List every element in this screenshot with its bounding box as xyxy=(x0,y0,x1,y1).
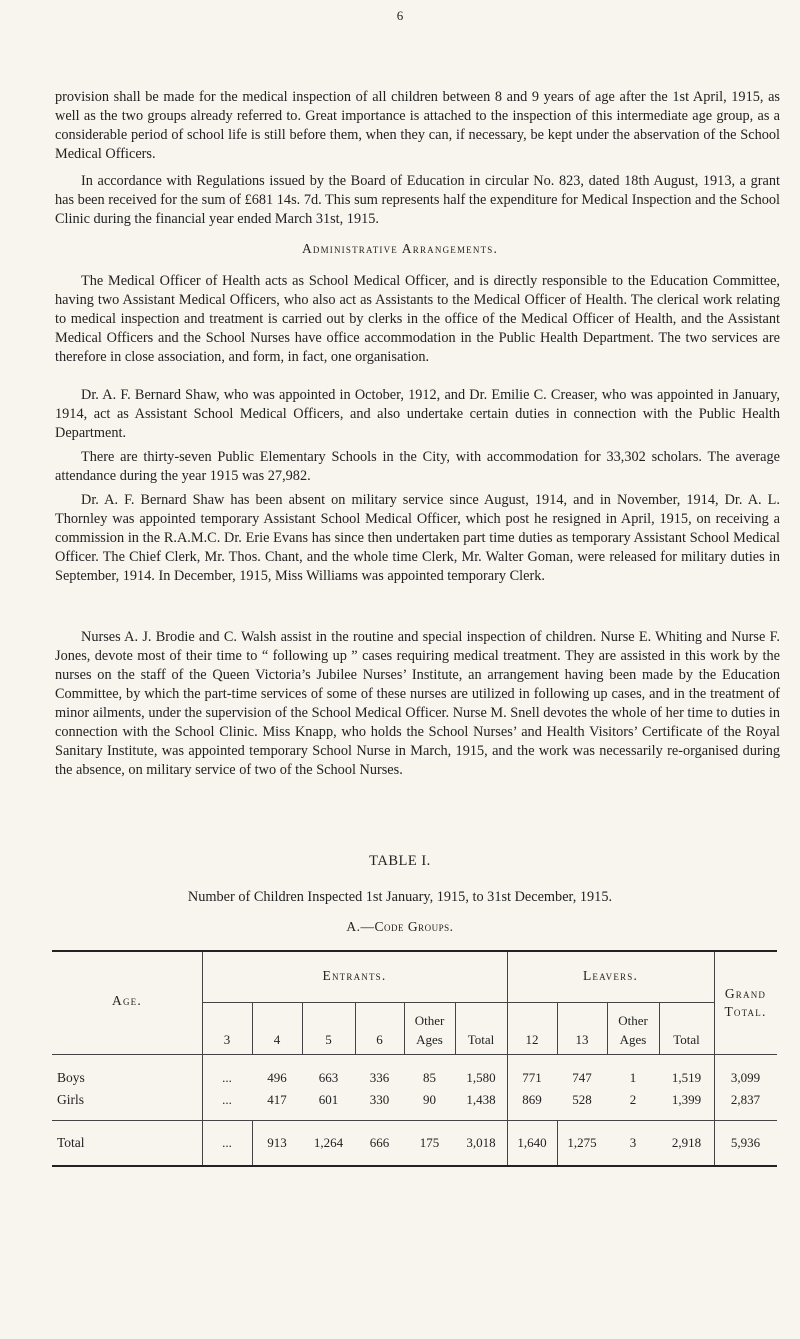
cell-leavers-12: 869 xyxy=(522,1092,542,1107)
col-header-other: Other xyxy=(414,1013,445,1028)
cell-age-3: ... xyxy=(222,1070,232,1085)
col-header-6: 6 xyxy=(376,1032,383,1047)
paragraph-military-service: Dr. A. F. Bernard Shaw has been absent on military service since August, 1914, and in November, 1914, Dr. A. L. Thornley was appointed temporary Assistant School Medical Officer, which post he resigned in April, 1915, on receiving a commission in the R.A.M.C. Dr. Erie Evans has since then undertaken part time duties as temporary Assistant School Medical Officer. The Chief Clerk, Mr. Thos. Chant, and the whole time Clerk, Mr. Walter Goman, were released for military duties in September, 1914. In December, 1915, Miss Williams was appointed temporary Clerk. xyxy=(55,492,780,584)
cell-age-6: 336 xyxy=(369,1070,390,1085)
cell-age-6: 330 xyxy=(369,1092,390,1107)
cell-age-5: 601 xyxy=(318,1092,339,1107)
grand-total-header-line2: Total. xyxy=(724,1004,767,1019)
col-header-3: 3 xyxy=(223,1032,231,1047)
cell-age-3: ... xyxy=(222,1135,232,1150)
col-header-12: 12 xyxy=(525,1032,539,1047)
cell-grand-total: 3,099 xyxy=(730,1070,761,1085)
col-header-13: 13 xyxy=(575,1032,589,1047)
cell-leavers-13: 528 xyxy=(572,1092,592,1107)
entrants-header: Entrants. xyxy=(322,968,387,983)
col-header-leavers-other: Other xyxy=(618,1013,648,1028)
cell-entrants-total: 1,438 xyxy=(466,1092,496,1107)
cell-leavers-13: 747 xyxy=(572,1070,592,1085)
cell-other-ages: 90 xyxy=(423,1092,436,1107)
cell-leavers-other: 3 xyxy=(629,1135,637,1150)
paragraph-nurses: Nurses A. J. Brodie and C. Walsh assist in the routine and special inspection of children. Nurse E. Whiting and Nurse F. Jones, devote most of their time to “ following up ” cases requiring medical treatment. They are assisted in this work by the nurses on the staff of the Queen Victoria’s Jubilee Nurses’ Institute, an arrangement having been made by the Education Committee, by which the part-time services of some of these nurses are utilized in following up cases, and in the treatment of minor ailments, under the supervision of the School Medical Officer. Nurse M. Snell devotes the whole of her time to duties in connection with the School Clinic. Miss Knapp, who holds the School Nurses’ and Health Visitors’ Certificate of the Royal Sanitary Institute, was appointed temporary School Nurse in March, 1915, and the work was necessarily re-organised during the absence, on military service of two of the School Nurses. xyxy=(55,629,780,778)
table-subcaption: A.—Code Groups. xyxy=(346,919,454,934)
cell-leavers-total: 1,519 xyxy=(671,1070,702,1085)
cell-entrants-total: 1,580 xyxy=(466,1070,496,1085)
col-header-5: 5 xyxy=(325,1032,332,1047)
col-header-leavers-total: Total xyxy=(673,1032,700,1047)
leavers-header: Leavers. xyxy=(582,968,639,983)
cell-age-5: 663 xyxy=(318,1070,339,1085)
cell-age-4: 496 xyxy=(267,1070,287,1085)
cell-leavers-other: 2 xyxy=(629,1092,637,1107)
age-header: Age. xyxy=(112,993,142,1008)
page-number: 6 xyxy=(396,8,404,23)
paragraph-assistants: Dr. A. F. Bernard Shaw, who was appointed in October, 1912, and Dr. Emilie C. Creaser, who was appointed in January, 1914, act as Assistant School Medical Officers, and also undertake certain duties in connection with the Public Health Department. xyxy=(55,387,780,441)
cell-age-3: ... xyxy=(222,1092,232,1107)
row-label: Boys xyxy=(57,1070,85,1085)
row-label: Girls xyxy=(57,1092,84,1107)
cell-grand-total: 2,837 xyxy=(730,1092,761,1107)
col-header-total: Total xyxy=(467,1032,495,1047)
code-groups-table xyxy=(52,950,777,1168)
section-heading: Administrative Arrangements. xyxy=(301,241,499,256)
col-header-ages: Ages xyxy=(416,1032,443,1047)
cell-age-4: 417 xyxy=(267,1092,287,1107)
cell-age-4: 913 xyxy=(267,1135,287,1150)
row-label: Total xyxy=(57,1135,85,1150)
cell-age-5: 1,264 xyxy=(313,1135,344,1150)
paragraph-provision: provision shall be made for the medical inspection of all children between 8 and 9 years of age after the 1st April, 1915, as well as the two groups already referred to. Great importance is attached to the inspection of this intermediate age group, as a considerable period of school life is still before them, when they can, if necessary, be kept under the abservation of the School Medical Officers. xyxy=(55,89,780,162)
cell-age-6: 666 xyxy=(369,1135,390,1150)
cell-grand-total: 5,936 xyxy=(730,1135,761,1150)
cell-other-ages: 85 xyxy=(423,1070,436,1085)
paragraph-grant: In accordance with Regulations issued by the Board of Education in circular No. 823, dated 18th August, 1913, a grant has been received for the sum of £681 14s. 7d. This sum represents half the expenditure for Medical Inspection and the School Clinic during the financial year ended March 31st, 1915. xyxy=(55,173,780,227)
grand-total-header-line1: Grand xyxy=(724,986,767,1001)
paragraph-medical-officer: The Medical Officer of Health acts as School Medical Officer, and is directly responsible to the Education Committee, having two Assistant Medical Officers, who also act as Assistants to the Medical Officer of Health. The clerical work relating to medical inspection and treatment is carried out by clerks in the office of the Medical Officer of Health, and the Assistant Medical Officers and the School Nurses have office accommodation in the Public Health Department. The two services are therefore in close association, and form, in fact, one organisation. xyxy=(55,273,780,365)
cell-leavers-13: 1,275 xyxy=(567,1135,597,1150)
cell-leavers-total: 2,918 xyxy=(671,1135,702,1150)
cell-entrants-total: 3,018 xyxy=(466,1135,496,1150)
cell-leavers-other: 1 xyxy=(629,1070,637,1085)
col-header-4: 4 xyxy=(273,1032,281,1047)
cell-leavers-12: 1,640 xyxy=(517,1135,547,1150)
cell-leavers-total: 1,399 xyxy=(671,1092,702,1107)
cell-leavers-12: 771 xyxy=(522,1070,542,1085)
table-title: TABLE I. xyxy=(369,853,431,869)
paragraph-schools: There are thirty-seven Public Elementary Schools in the City, with accommodation for 33,302 scholars. The average attendance during the year 1915 was 27,982. xyxy=(55,449,780,484)
col-header-leavers-ages: Ages xyxy=(619,1032,647,1047)
cell-other-ages: 175 xyxy=(419,1135,440,1150)
table-caption: Number of Children Inspected 1st January, 1915, to 31st December, 1915. xyxy=(187,889,613,905)
